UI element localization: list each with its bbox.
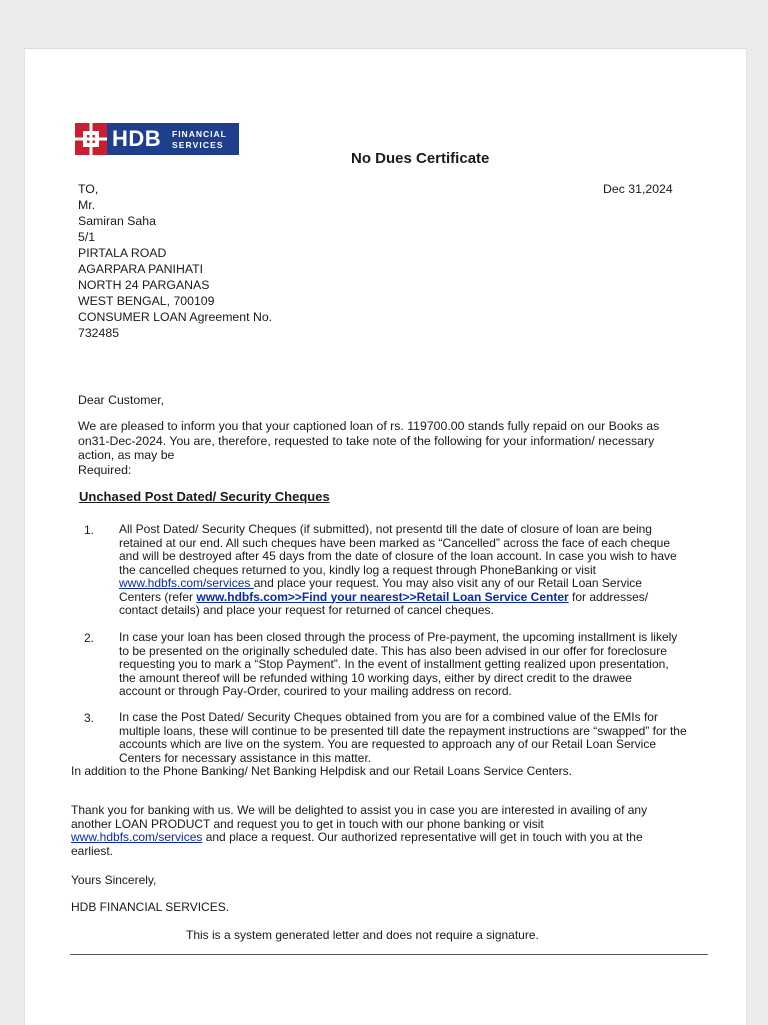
services-link[interactable]: www.hdbfs.com/services [119, 576, 254, 590]
item-3 [119, 711, 719, 765]
intro-line: We are pleased to inform you that your captioned loan of rs. 119700.00 stands fully repaid on our Books as [78, 419, 660, 433]
thanks-line: another LOAN PRODUCT and request you to get in touch with our phone banking or visit [71, 816, 544, 831]
footer-divider [70, 954, 708, 955]
item-number: 1. [84, 523, 95, 537]
item-2 [119, 631, 719, 699]
address-line: 732485 [78, 326, 120, 340]
item-line: account or through Pay-Order, courired to your mailing address on record. [119, 684, 512, 698]
address-line: NORTH 24 PARGANAS [78, 278, 210, 292]
item-line: retained at our end. All such cheques have been marked as “Cancelled” across the face of each cheque [119, 535, 671, 550]
hdb-logo [75, 123, 239, 155]
item-line: In case your loan has been closed through the process of Pre-payment, the upcoming installment is likely [119, 630, 678, 644]
item-line: All Post Dated/ Security Cheques (if submitted), not presentd till the date of closure of loan are being [119, 522, 652, 536]
item-line: the cancelled cheques returned to you, kindly log a request through PhoneBanking or visit [119, 562, 596, 577]
logo-line1: FINANCIAL [172, 129, 227, 139]
address-block [78, 181, 272, 341]
page-title: No Dues Certificate [351, 150, 490, 167]
item-text: and place your request. You may also visit any of our Retail Loan Service [253, 576, 642, 590]
address-line: PIRTALA ROAD [78, 246, 167, 260]
item-line: accounts which are live on the system. You are requested to approach any of our Retail Loan Service [119, 737, 656, 751]
item-line [119, 591, 719, 605]
intro-line: Required: [78, 462, 132, 477]
item-number: 3. [84, 711, 95, 725]
footer-note: This is a system generated letter and does not require a signature. [186, 928, 539, 942]
certificate-page [24, 48, 747, 1025]
closing: Yours Sincerely, [71, 873, 157, 887]
address-line: CONSUMER LOAN Agreement No. [78, 310, 273, 324]
company-name: HDB FINANCIAL SERVICES. [71, 900, 230, 914]
thanks-paragraph [71, 804, 647, 858]
address-line: AGARPARA PANIHATI [78, 262, 204, 276]
item-1 [119, 523, 719, 618]
item-text: Centers (refer [119, 589, 197, 604]
item-line: and will be destroyed after 45 days from the date of closure of the loan account. In case you wish to have [119, 549, 677, 563]
logo-brand-text: HDB [112, 126, 162, 151]
item-line: the amount thereof will be refunded withing 10 working days, either by direct credit to the drawee [119, 670, 632, 685]
item-line: contact details) and place your request for returned of cancel cheques. [119, 603, 494, 617]
address-line: TO, [78, 182, 99, 196]
item-line: In case the Post Dated/ Security Cheques obtained from you are for a combined value of the EMIs for [119, 710, 658, 724]
logo-line2: SERVICES [172, 140, 224, 150]
item-line: to be presented on the originally scheduled date. This has also been advised in our offer for foreclosure [119, 643, 667, 658]
find-center-link[interactable]: www.hdbfs.com>>Find your nearest>>Retail Loan Service Center [196, 589, 569, 604]
thanks-line: earliest. [71, 843, 114, 858]
item-number: 2. [84, 631, 95, 645]
section-heading: Unchased Post Dated/ Security Cheques [79, 489, 330, 504]
item-line: multiple loans, these will continue to be presented till date the repayment instructions are “swapped” for the [119, 723, 687, 738]
intro-paragraph [78, 419, 659, 477]
thanks-line: Thank you for banking with us. We will be delighted to assist you in case you are interested in availing of any [71, 803, 648, 817]
address-line: WEST BENGAL, 700109 [78, 294, 215, 308]
item-line: requesting you to mark a “Stop Payment”. In the event of installment getting realized upon presentation, [119, 657, 669, 671]
item-line: Centers for necessary assistance in this matter. [119, 750, 372, 765]
thanks-text: and place a request. Our authorized representative will get in touch with you at the [202, 830, 643, 844]
address-line: Mr. [78, 198, 96, 212]
salutation: Dear Customer, [78, 393, 165, 407]
services-link[interactable]: www.hdbfs.com/services [71, 830, 203, 844]
thanks-line [71, 831, 647, 845]
address-line: 5/1 [78, 230, 96, 244]
intro-line: action, as may be [78, 448, 175, 462]
addition-note: In addition to the Phone Banking/ Net Banking Helpdisk and our Retail Loans Service Centers. [71, 764, 572, 778]
address-line: Samiran Saha [78, 214, 156, 228]
letter-date: Dec 31,2024 [603, 182, 673, 196]
item-line [119, 577, 719, 591]
intro-line: on31-Dec-2024. You are, therefore, requested to take note of the following for your information/ necessary [78, 433, 655, 448]
item-text: for addresses/ [568, 589, 649, 604]
